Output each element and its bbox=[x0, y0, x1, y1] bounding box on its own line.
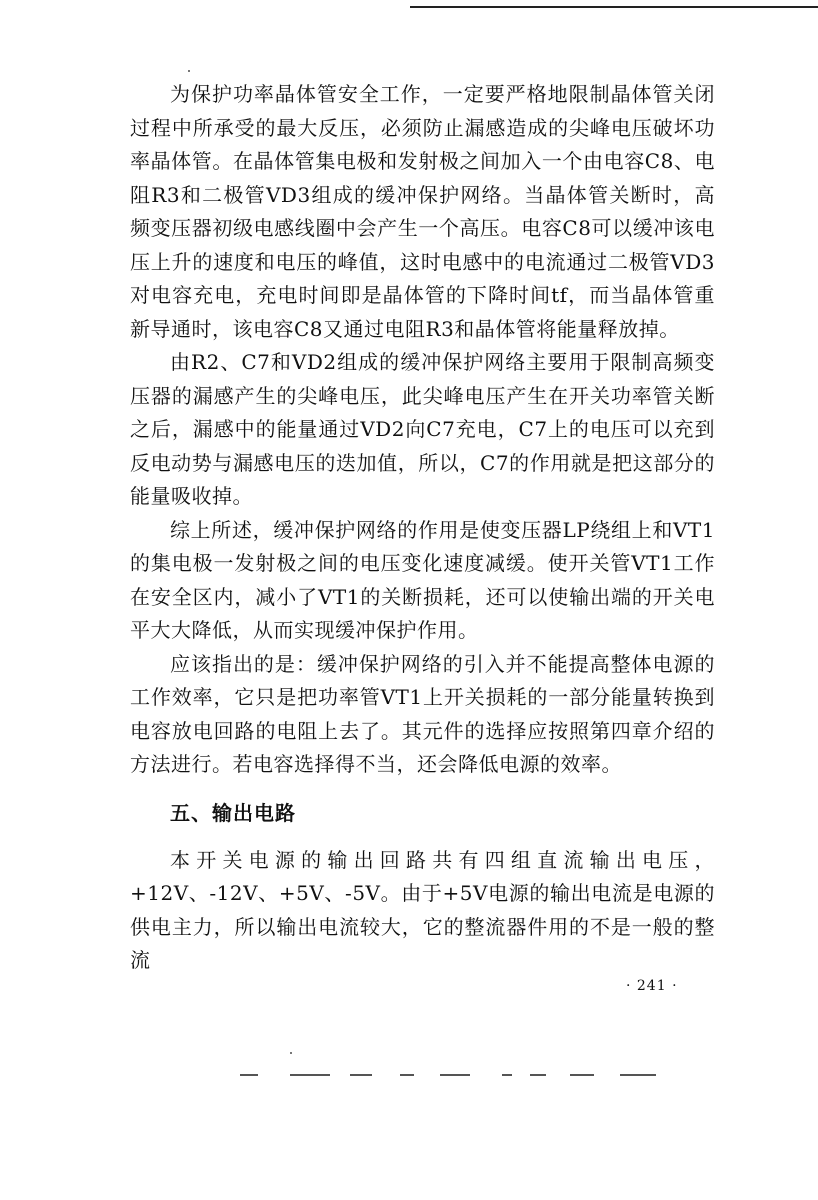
scan-speck bbox=[290, 1052, 292, 1054]
paragraph: 为保护功率晶体管安全工作，一定要严格地限制晶体管关闭过程中所承受的最大反压，必须防止漏感造成的尖峰电压破坏功率晶体管。在晶体管集电极和发射极之间加入一个由电容C8、电阻R3和二极管VD3组成的缓冲保护网络。当晶体管关断时，高频变压器初级电感线圈中会产生一个高压。电容C8可以缓冲该电压上升的速度和电压的峰值，这时电感中的电流通过二极管VD3对电容充电，充电时间即是晶体管的下降时间tf，而当晶体管重新导通时，该电容C8又通过电阻R3和晶体管将能量释放掉。 bbox=[130, 82, 715, 341]
paragraph: 应该指出的是：缓冲保护网络的引入并不能提高整体电源的工作效率，它只是把功率管VT1上开关损耗的一部分能量转换到电容放电回路的电阻上去了。其元件的选择应按照第四章介绍的方法进行。若电容选择得不当，还会降低电源的效率。 bbox=[130, 651, 715, 776]
top-rule bbox=[410, 6, 818, 8]
section-heading: 五、输出电路 bbox=[170, 800, 296, 825]
paragraph: 由R2、C7和VD2组成的缓冲保护网络主要用于限制高频变压器的漏感产生的尖峰电压，此尖峰电压产生在开关功率管关断之后，漏感中的能量通过VD2向C7充电，C7上的电压可以充到反电动势与漏感电压的迭加值，所以，C7的作用就是把这部分的能量吸收掉。 bbox=[130, 350, 715, 508]
paragraph: 本开关电源的输出回路共有四组直流输出电压，+12V、-12V、+5V、-5V。由于+5V电源的输出电流是电源的供电主力，所以输出电流较大，它的整流器件用的不是一般的整流 bbox=[130, 847, 715, 972]
page-body bbox=[130, 78, 715, 978]
scan-speck bbox=[188, 70, 190, 72]
paragraph: 综上所述，缓冲保护网络的作用是使变压器LP绕组上和VT1的集电极一发射极之间的电压变化速度减缓。使开关管VT1工作在安全区内，减小了VT1的关断损耗，还可以使输出端的开关电平大大降低，从而实现缓冲保护作用。 bbox=[130, 517, 715, 642]
page-number: · 241 · bbox=[626, 978, 678, 994]
bottom-scan-noise bbox=[240, 1074, 680, 1080]
